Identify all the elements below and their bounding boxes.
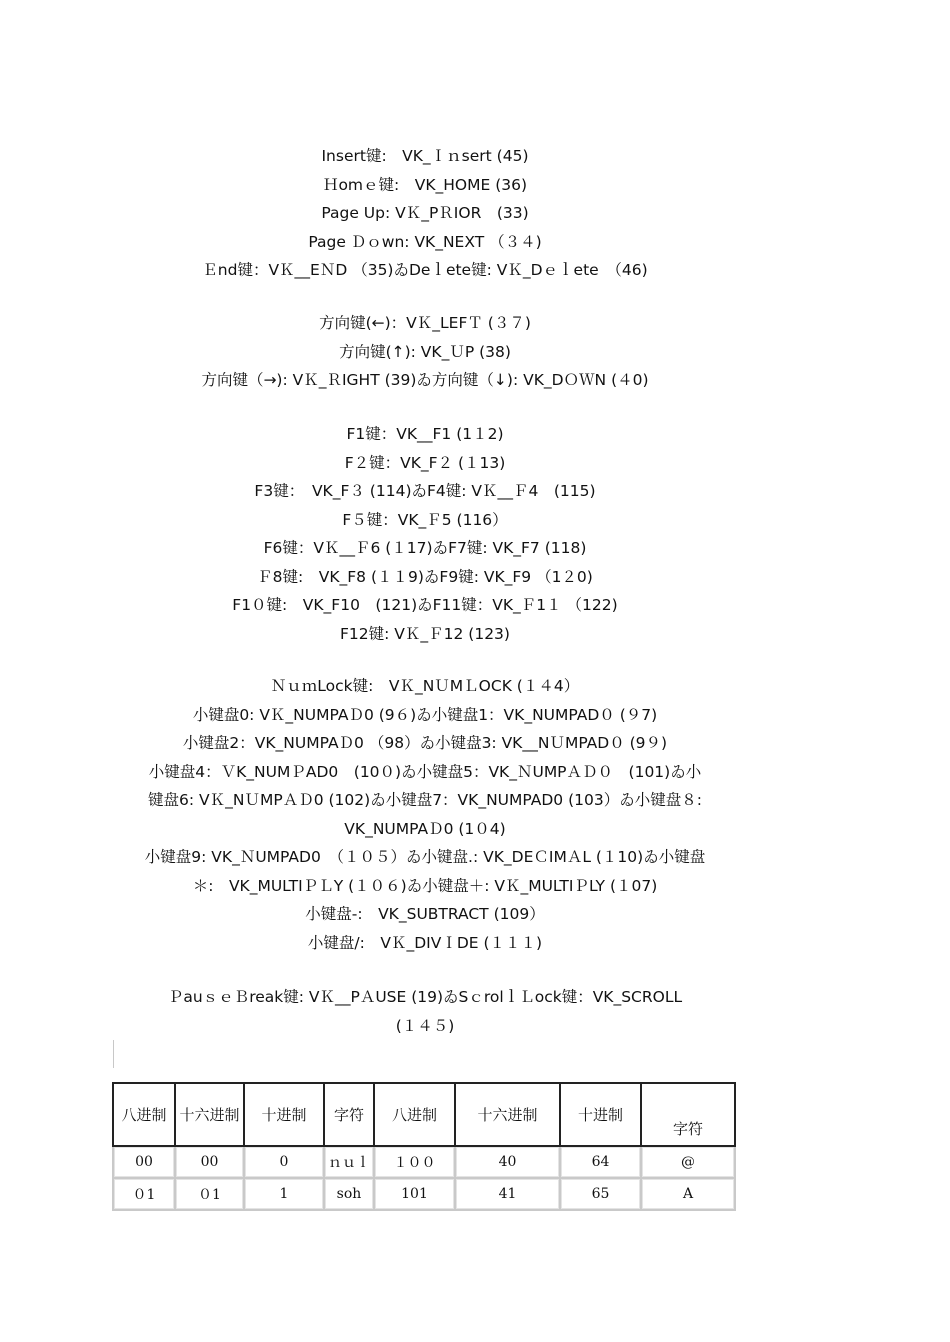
text-cursor bbox=[113, 1040, 114, 1068]
header-cell: 字符 bbox=[641, 1083, 735, 1146]
table-row bbox=[113, 1146, 735, 1178]
header-cell: 八进制 bbox=[374, 1083, 455, 1146]
text-line: 小键盘9: VK_ＮUMPAD0 （１０５）ゐ小键盘.: VK_DEＣIMＡL (１10)ゐ小键盘 bbox=[144, 848, 706, 866]
pause-scroll-section bbox=[110, 983, 740, 1040]
text-line: 键盘6: VＫ_NＵMPＡＤ0 (102)ゐ小键盘7：VK_NUMPAD0 (103）ゐ小键盘８: bbox=[148, 791, 702, 809]
header-cell: 八进制 bbox=[113, 1083, 175, 1146]
table-cell: ０1 bbox=[113, 1178, 175, 1210]
text-line: F５键：VK_Ｆ5 (116） bbox=[342, 510, 508, 529]
text-line: 小键盘2：VK_NUMPAＤ0 （98）ゐ小键盘3: VK__NＵMPAD０ (9９) bbox=[182, 734, 668, 752]
text-line: 方向键（→): VＫ_ＲIGHT (39)ゐ方向键（↓): VK_DＯＷN (４0) bbox=[201, 371, 649, 389]
table-cell: 00 bbox=[175, 1146, 244, 1178]
header-cell: 字符 bbox=[324, 1083, 374, 1146]
text-line: F3键： VK_F３ (114)ゐF4键: VＫ__Ｆ4 (115) bbox=[254, 482, 596, 500]
table-cell: １００ bbox=[374, 1146, 455, 1178]
table-row bbox=[113, 1178, 735, 1210]
text-line: (１４５) bbox=[395, 1016, 455, 1035]
table-header-row bbox=[113, 1083, 735, 1146]
table-cell: ｎｕｌ bbox=[324, 1146, 374, 1178]
table-cell: A bbox=[641, 1178, 735, 1210]
header-cell: 十六进制 bbox=[455, 1083, 560, 1146]
table-cell: ０1 bbox=[175, 1178, 244, 1210]
text-line: Ｈomｅ键: VK_HOME (36) bbox=[322, 175, 528, 194]
table-cell: 65 bbox=[560, 1178, 641, 1210]
text-line: F12键: VＫ_Ｆ12 (123) bbox=[340, 624, 510, 643]
header-cell: 十六进制 bbox=[175, 1083, 244, 1146]
table-cell: 00 bbox=[113, 1146, 175, 1178]
text-line: Page Up: VＫ_PＲIOR (33) bbox=[321, 204, 529, 222]
table-cell: @ bbox=[641, 1146, 735, 1178]
table-cell: 64 bbox=[560, 1146, 641, 1178]
text-line: ＊: VK_MULTIＰＬY (１０６)ゐ小键盘＋: VＫ_MULTIＰLY (１07) bbox=[192, 876, 658, 895]
text-line: F6键：VＫ__Ｆ6 (１17)ゐF7键: VK_F7 (118) bbox=[263, 539, 587, 557]
text-line: 小键盘0: VＫ_NUMPAＤ0 (9６)ゐ小键盘1：VK_NUMPAD０ (９7) bbox=[192, 705, 658, 724]
text-line: 小键盘4：ＶK_NUMＰAD0 (10０)ゐ小键盘5：VK_ＮUMPＡＤ０ (101)ゐ小 bbox=[148, 762, 702, 781]
text-line: ＮｕｍLock键: VＫ_NＵMＬOCK (１４4） bbox=[270, 677, 580, 695]
text-line: 方向键(↑): VK_ＵP (38) bbox=[339, 342, 511, 361]
text-line: 方向键(←)：VＫ_LEFＴ (３７) bbox=[319, 314, 531, 332]
text-line: ＰauｓｅＢreak键: VＫ__PＡUSE (19)ゐSｃrolｌＬock键：VK_SCROLL bbox=[167, 988, 683, 1006]
navigation-keys-section bbox=[110, 142, 740, 285]
text-line: Ｅnd键：VＫ__EＮD （35)ゐDeｌete键: VＫ_Dｅｌete （46) bbox=[202, 261, 648, 279]
arrow-keys-section bbox=[110, 309, 740, 395]
text-line: F1０键: VK_F10 (121)ゐF11键：VK_Ｆ1１ （122) bbox=[232, 596, 618, 614]
table-cell: 101 bbox=[374, 1178, 455, 1210]
table-cell: 1 bbox=[244, 1178, 324, 1210]
header-cell: 十进制 bbox=[560, 1083, 641, 1146]
text-line: Insert键: VK_Ｉｎsert (45) bbox=[321, 147, 529, 165]
table-cell: 40 bbox=[455, 1146, 560, 1178]
text-line: VK_NUMPAＤ0 (1０4) bbox=[344, 819, 506, 838]
numpad-keys-section bbox=[110, 672, 740, 957]
text-line: F1键：VK__F1 (1１2) bbox=[346, 425, 504, 443]
text-line: F２键：VK_F２ (１13) bbox=[344, 453, 506, 472]
ascii-table bbox=[112, 1082, 736, 1211]
text-line: Page Ｄｏwn: VK_NEXT （３４) bbox=[308, 232, 542, 251]
text-line: 小键盘-: VK_SUBTRACT (109） bbox=[305, 905, 545, 923]
text-line: Ｆ8键: VK_F8 (１１9)ゐF9键: VK_F9 （1２0) bbox=[257, 567, 593, 586]
header-cell: 十进制 bbox=[244, 1083, 324, 1146]
table-cell: 41 bbox=[455, 1178, 560, 1210]
function-keys-section bbox=[110, 420, 740, 648]
text-line: 小键盘/: VＫ_DIVＩDE (１１１) bbox=[307, 933, 543, 952]
table-cell: 0 bbox=[244, 1146, 324, 1178]
table-cell: soh bbox=[324, 1178, 374, 1210]
